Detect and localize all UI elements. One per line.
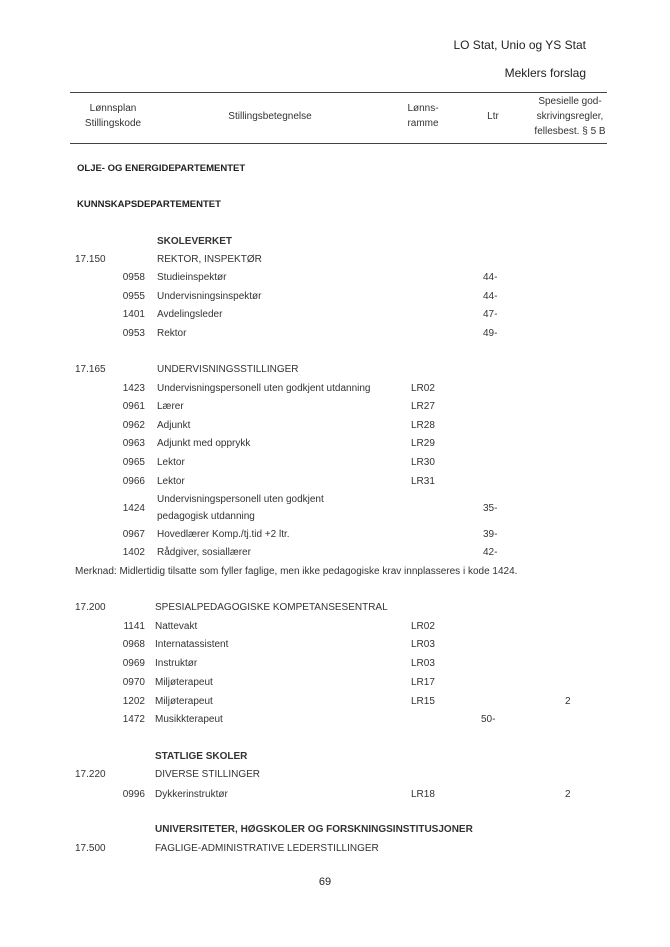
table-row: 0968 Internatassistent LR03 — [122, 639, 435, 650]
table-row-1424: 1424 Undervisningspersonell uten godkjent pedagogisk utdanning 35- — [122, 494, 498, 522]
table-header-bottom-rule — [70, 143, 607, 144]
table-row: 0969 Instruktør LR03 — [122, 658, 435, 669]
column-header-salary-frame: Lønns- ramme — [407, 103, 439, 129]
table-row: 0955 Undervisningsinspektør 44- — [122, 291, 498, 302]
section-heading-statlige-skoler: STATLIGE SKOLER — [155, 751, 248, 762]
remark-note: Merknad: Midlertidig tilsatte som fyller faglige, men ikke pedagogiske krav innplasseres i kode 1424. — [75, 566, 518, 577]
table-row: 0953 Rektor 49- — [122, 328, 498, 339]
group-row-17200: 17.200 SPESIALPEDAGOGISKE KOMPETANSESENTRAL — [75, 602, 388, 613]
table-row: 0967 Hovedlærer Komp./tj.tid +2 ltr. 39- — [122, 529, 498, 540]
table-row: 0963 Adjunkt med opprykk LR29 — [122, 438, 435, 449]
section-heading-universiteter: UNIVERSITETER, HØGSKOLER OG FORSKNINGSINSTITUSJONER — [155, 824, 473, 835]
page-number: 69 — [318, 876, 332, 888]
group-row-17500: 17.500 FAGLIGE-ADMINISTRATIVE LEDERSTILLINGER — [75, 843, 379, 854]
header-proposal: Meklers forslag — [504, 66, 586, 80]
table-row: 0996 Dykkerinstruktør LR18 2 — [122, 789, 571, 800]
table-row: 1402 Rådgiver, sosiallærer 42- — [122, 547, 498, 558]
column-header-ltr: Ltr — [487, 111, 499, 122]
group-row-17165: 17.165 UNDERVISNINGSSTILLINGER — [75, 364, 299, 375]
department-heading-olje: OLJE- OG ENERGIDEPARTEMENTET — [77, 163, 246, 174]
department-heading-kunnskap: KUNNSKAPSDEPARTEMENTET — [77, 199, 221, 210]
table-row: 1401 Avdelingsleder 47- — [122, 309, 498, 320]
table-header-top-rule — [70, 92, 607, 93]
table-row: 1423 Undervisningspersonell uten godkjent utdanning LR02 — [122, 383, 435, 394]
section-heading-skoleverket: SKOLEVERKET — [157, 236, 233, 247]
table-row: 0966 Lektor LR31 — [122, 476, 435, 487]
group-row-17220: 17.220 DIVERSE STILLINGER — [75, 769, 261, 780]
table-row: 0958 Studieinspektør 44- — [122, 272, 498, 283]
table-row: 0962 Adjunkt LR28 — [122, 420, 435, 431]
table-row: 0961 Lærer LR27 — [122, 401, 435, 412]
column-header-plan-code: Lønnsplan Stillingskode — [84, 103, 142, 129]
column-header-special-rules: Spesielle god- skrivingsregler, fellesbest. § 5 B — [534, 96, 606, 137]
table-row: 1141 Nattevakt LR02 — [123, 621, 435, 632]
group-row-17150: 17.150 REKTOR, INSPEKTØR — [75, 254, 262, 265]
table-row: 0970 Miljøterapeut LR17 — [122, 677, 435, 688]
table-row: 1472 Musikkterapeut 50- — [122, 714, 496, 725]
table-row: 0965 Lektor LR30 — [122, 457, 435, 468]
column-header-title: Stillingsbetegnelse — [228, 111, 312, 122]
table-row: 1202 Miljøterapeut LR15 2 — [122, 696, 571, 707]
header-parties: LO Stat, Unio og YS Stat — [453, 38, 586, 52]
